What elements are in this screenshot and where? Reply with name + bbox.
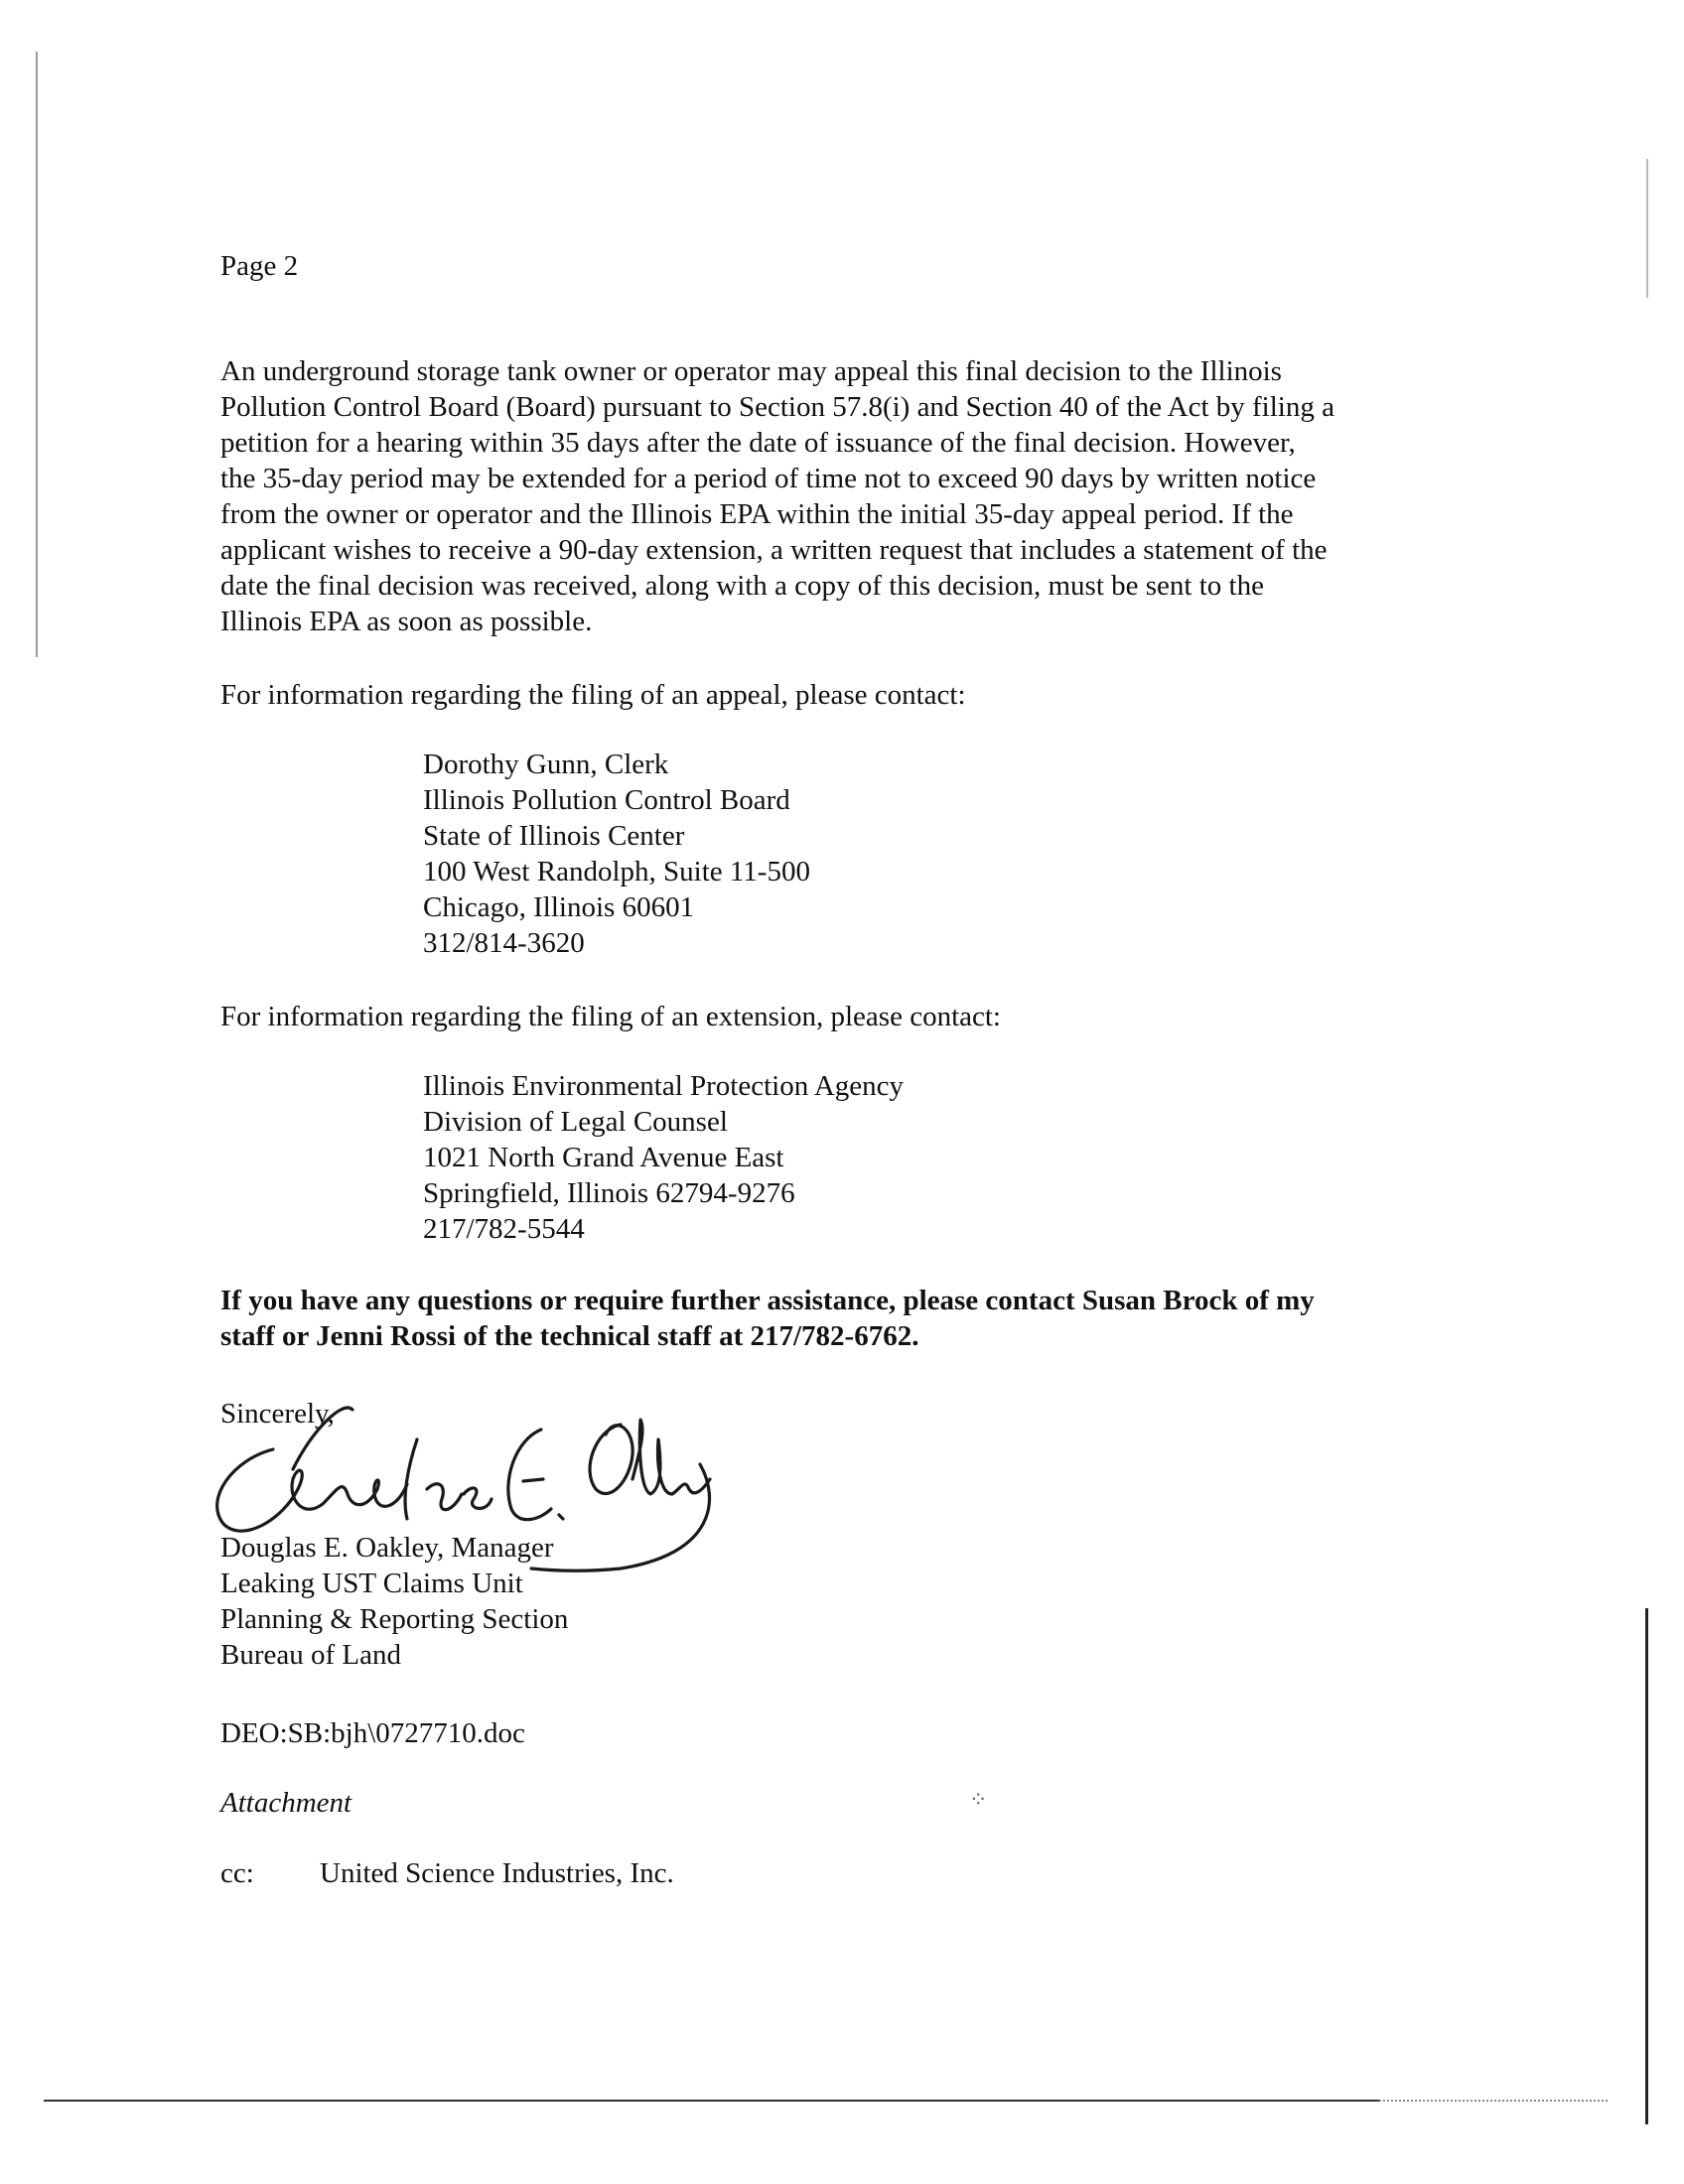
document-reference: DEO:SB:bjh\0727710.doc bbox=[220, 1717, 525, 1749]
address-line: 100 West Randolph, Suite 11-500 bbox=[423, 856, 810, 887]
signer-bureau: Bureau of Land bbox=[220, 1639, 401, 1671]
phone-number: 312/814-3620 bbox=[423, 927, 585, 959]
paragraph-line: staff or Jenni Rossi of the technical staff at 217/782-6762. bbox=[220, 1320, 919, 1352]
bottom-rule-dotted bbox=[1379, 2100, 1608, 2102]
address-line: Springfield, Illinois 62794-9276 bbox=[423, 1177, 795, 1209]
address-line: Illinois Pollution Control Board bbox=[423, 784, 790, 816]
signer-unit: Leaking UST Claims Unit bbox=[220, 1568, 523, 1599]
appeal-paragraph bbox=[220, 353, 1334, 639]
paragraph-line: the 35-day period may be extended for a period of time not to exceed 90 days by written notice bbox=[220, 463, 1317, 494]
paragraph-line: An underground storage tank owner or operator may appeal this final decision to the Illinois bbox=[220, 355, 1282, 387]
scan-edge-right-top bbox=[1646, 159, 1648, 298]
address-line: Chicago, Illinois 60601 bbox=[423, 891, 695, 923]
address-line: 1021 North Grand Avenue East bbox=[423, 1142, 784, 1173]
closing-salutation: Sincerely, bbox=[220, 1398, 335, 1430]
phone-number: 217/782-5544 bbox=[423, 1213, 585, 1245]
appeal-contact-intro: For information regarding the filing of an appeal, please contact: bbox=[220, 679, 966, 711]
scan-edge-left bbox=[36, 52, 38, 657]
carbon-copy-line bbox=[220, 1855, 674, 1891]
bottom-rule bbox=[44, 2100, 1379, 2102]
signer-block bbox=[220, 1530, 568, 1673]
paragraph-line: Illinois EPA as soon as possible. bbox=[220, 606, 593, 637]
extension-contact-address bbox=[423, 1068, 904, 1247]
address-line: Division of Legal Counsel bbox=[423, 1106, 728, 1138]
page-number: Page 2 bbox=[220, 250, 299, 282]
address-line: Dorothy Gunn, Clerk bbox=[423, 749, 669, 780]
paragraph-line: Pollution Control Board (Board) pursuant to Section 57.8(i) and Section 40 of the Act by filing a bbox=[220, 391, 1334, 423]
paragraph-line: from the owner or operator and the Illinois EPA within the initial 35-day appeal period. If the bbox=[220, 498, 1294, 530]
attachment-note: Attachment bbox=[220, 1787, 352, 1819]
scan-edge-right bbox=[1645, 1608, 1648, 2124]
appeal-contact-address bbox=[423, 747, 810, 961]
cc-label: cc: bbox=[220, 1857, 254, 1889]
paragraph-line: date the final decision was received, along with a copy of this decision, must be sent to the bbox=[220, 570, 1264, 602]
address-line: Illinois Environmental Protection Agency bbox=[423, 1070, 905, 1102]
cc-recipient: United Science Industries, Inc. bbox=[320, 1857, 674, 1889]
paragraph-line: petition for a hearing within 35 days after the date of issuance of the final decision. However, bbox=[220, 427, 1296, 459]
paragraph-line: applicant wishes to receive a 90-day extension, a written request that includes a statement of the bbox=[220, 534, 1328, 566]
address-line: State of Illinois Center bbox=[423, 820, 685, 852]
paragraph-line: If you have any questions or require further assistance, please contact Susan Brock of my bbox=[220, 1285, 1315, 1316]
signer-name: Douglas E. Oakley, Manager bbox=[220, 1532, 554, 1564]
scan-speck: ⁘ bbox=[969, 1787, 988, 1812]
questions-paragraph bbox=[220, 1283, 1315, 1354]
signer-section: Planning & Reporting Section bbox=[220, 1603, 569, 1635]
extension-contact-intro: For information regarding the filing of an extension, please contact: bbox=[220, 1001, 1001, 1032]
